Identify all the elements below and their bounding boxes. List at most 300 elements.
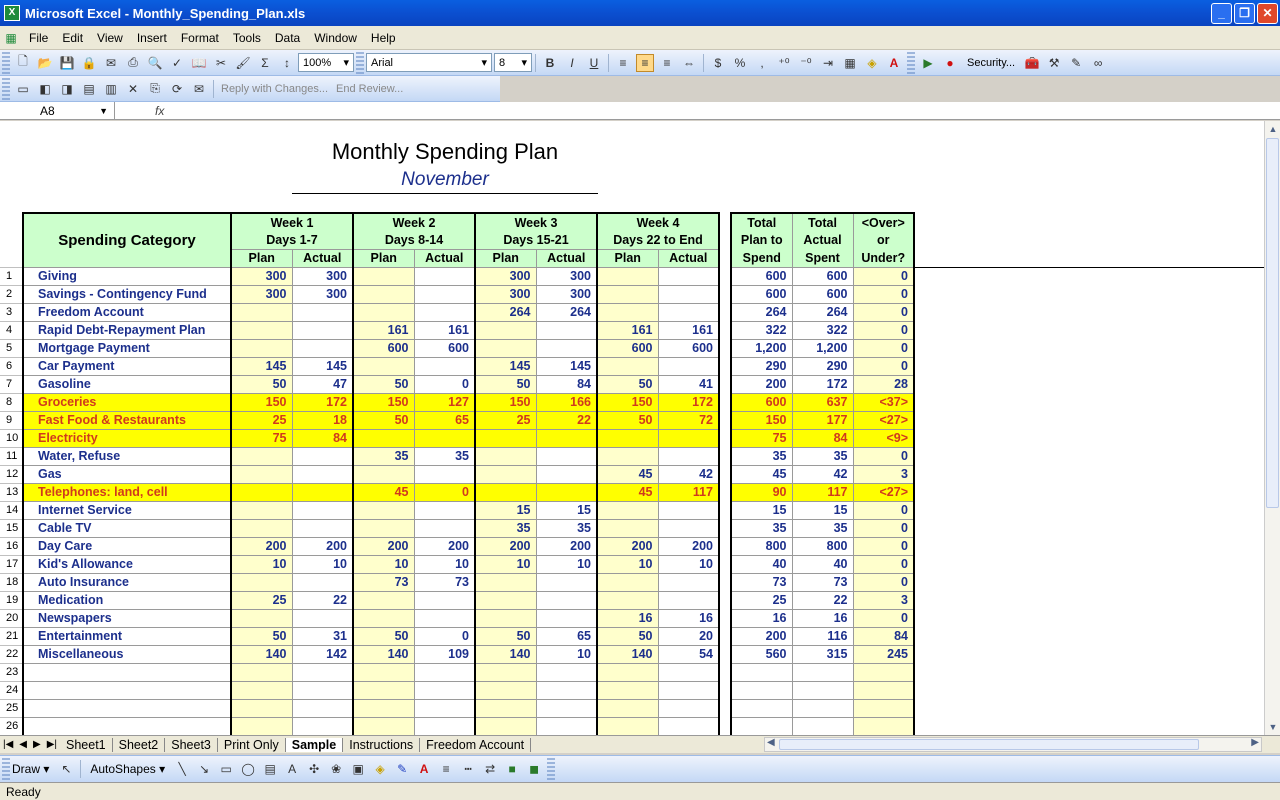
header-plan[interactable]: Plan [475, 249, 536, 267]
toolbar-grip[interactable] [356, 52, 364, 74]
total-plan-cell[interactable]: 200 [731, 627, 792, 645]
autoshapes-menu-button[interactable]: AutoShapes ▾ [90, 762, 166, 776]
over-under-cell[interactable]: 0 [853, 555, 914, 573]
actual-cell[interactable] [414, 519, 475, 537]
actual-cell[interactable]: 31 [292, 627, 353, 645]
actual-cell[interactable]: 109 [414, 645, 475, 663]
plan-cell[interactable]: 200 [475, 537, 536, 555]
total-plan-cell[interactable]: 40 [731, 555, 792, 573]
category-cell[interactable] [23, 699, 231, 717]
over-under-cell[interactable]: 3 [853, 591, 914, 609]
actual-cell[interactable] [414, 699, 475, 717]
category-cell[interactable]: Electricity [23, 429, 231, 447]
indent-icon[interactable]: ⇥ [822, 55, 834, 70]
row-number[interactable]: 5 [0, 339, 23, 357]
row-number[interactable]: 3 [0, 303, 23, 321]
tab-sheet2[interactable]: Sheet2 [113, 738, 166, 752]
format-painter-icon[interactable]: 🖌 [235, 55, 251, 70]
plan-cell[interactable] [597, 519, 658, 537]
category-cell[interactable]: Kid's Allowance [23, 555, 231, 573]
header-week-2[interactable]: Week 2 [353, 213, 475, 231]
header-actual[interactable]: Actual [292, 249, 353, 267]
actual-cell[interactable]: 84 [536, 375, 597, 393]
print-icon[interactable]: ⎙ [128, 55, 138, 69]
plan-cell[interactable] [231, 519, 292, 537]
over-under-cell[interactable] [853, 699, 914, 717]
total-plan-cell[interactable] [731, 681, 792, 699]
total-actual-cell[interactable]: 117 [792, 483, 853, 501]
close-button[interactable]: ✕ [1257, 3, 1278, 24]
plan-cell[interactable]: 35 [475, 519, 536, 537]
spelling-icon[interactable]: ✓ [171, 55, 183, 70]
category-cell[interactable]: Telephones: land, cell [23, 483, 231, 501]
row-number[interactable]: 1 [0, 267, 23, 285]
horizontal-scroll-thumb[interactable] [779, 739, 1199, 750]
actual-cell[interactable] [414, 429, 475, 447]
insert-function-icon[interactable]: fx [155, 103, 165, 118]
row-number[interactable]: 13 [0, 483, 23, 501]
increase-decimal-icon[interactable]: ⁺⁰ [778, 55, 790, 70]
worksheet[interactable] [0, 121, 1264, 735]
plan-cell[interactable] [597, 447, 658, 465]
plan-cell[interactable] [475, 717, 536, 735]
plan-cell[interactable]: 10 [597, 555, 658, 573]
over-under-cell[interactable]: 0 [853, 267, 914, 285]
actual-cell[interactable]: 72 [658, 411, 719, 429]
total-plan-cell[interactable]: 90 [731, 483, 792, 501]
actual-cell[interactable] [414, 285, 475, 303]
plan-cell[interactable] [597, 573, 658, 591]
actual-cell[interactable] [658, 573, 719, 591]
plan-cell[interactable] [475, 483, 536, 501]
actual-cell[interactable] [292, 699, 353, 717]
actual-cell[interactable]: 35 [414, 447, 475, 465]
tab-sheet1[interactable]: Sheet1 [60, 738, 113, 752]
plan-cell[interactable] [475, 699, 536, 717]
total-plan-cell[interactable]: 35 [731, 447, 792, 465]
plan-cell[interactable] [353, 465, 414, 483]
actual-cell[interactable] [536, 591, 597, 609]
total-actual-cell[interactable]: 177 [792, 411, 853, 429]
minimize-button[interactable]: _ [1211, 3, 1232, 24]
plan-cell[interactable]: 50 [353, 375, 414, 393]
over-under-cell[interactable]: 0 [853, 303, 914, 321]
print-preview-icon[interactable]: 🔍 [147, 55, 163, 70]
total-plan-cell[interactable] [731, 699, 792, 717]
percent-icon[interactable]: % [734, 55, 746, 70]
actual-cell[interactable] [536, 465, 597, 483]
actual-cell[interactable] [414, 357, 475, 375]
actual-cell[interactable] [292, 609, 353, 627]
over-under-cell[interactable]: 0 [853, 501, 914, 519]
actual-cell[interactable]: 0 [414, 483, 475, 501]
row-number[interactable]: 2 [0, 285, 23, 303]
plan-cell[interactable]: 50 [475, 375, 536, 393]
total-plan-cell[interactable]: 600 [731, 267, 792, 285]
actual-cell[interactable] [292, 483, 353, 501]
category-cell[interactable]: Gas [23, 465, 231, 483]
total-plan-cell[interactable]: 322 [731, 321, 792, 339]
total-actual-cell[interactable]: 322 [792, 321, 853, 339]
menu-help[interactable]: Help [370, 30, 396, 45]
actual-cell[interactable] [292, 465, 353, 483]
plan-cell[interactable]: 50 [475, 627, 536, 645]
actual-cell[interactable]: 10 [414, 555, 475, 573]
plan-cell[interactable] [353, 267, 414, 285]
total-plan-cell[interactable]: 290 [731, 357, 792, 375]
plan-cell[interactable]: 600 [353, 339, 414, 357]
category-cell[interactable]: Car Payment [23, 357, 231, 375]
total-plan-cell[interactable]: 1,200 [731, 339, 792, 357]
category-cell[interactable] [23, 663, 231, 681]
category-cell[interactable]: Medication [23, 591, 231, 609]
merge-center-icon[interactable]: ⇔ [683, 55, 695, 70]
first-sheet-icon[interactable]: |◀ [3, 739, 14, 750]
menu-data[interactable]: Data [274, 30, 301, 45]
actual-cell[interactable]: 117 [658, 483, 719, 501]
plan-cell[interactable]: 200 [231, 537, 292, 555]
actual-cell[interactable]: 84 [292, 429, 353, 447]
total-plan-cell[interactable]: 45 [731, 465, 792, 483]
actual-cell[interactable]: 300 [292, 267, 353, 285]
actual-cell[interactable] [658, 663, 719, 681]
actual-cell[interactable]: 10 [536, 555, 597, 573]
actual-cell[interactable] [536, 699, 597, 717]
actual-cell[interactable]: 65 [536, 627, 597, 645]
actual-cell[interactable]: 22 [292, 591, 353, 609]
plan-cell[interactable]: 16 [597, 609, 658, 627]
security-button[interactable]: Security... [967, 56, 1016, 69]
header-total-plan-2[interactable]: Plan to [731, 231, 792, 249]
total-plan-cell[interactable]: 15 [731, 501, 792, 519]
plan-cell[interactable]: 45 [353, 483, 414, 501]
category-cell[interactable]: Cable TV [23, 519, 231, 537]
actual-cell[interactable]: 41 [658, 375, 719, 393]
plan-cell[interactable]: 25 [475, 411, 536, 429]
plan-cell[interactable] [231, 321, 292, 339]
workbook-icon[interactable]: ▦ [5, 30, 17, 45]
category-cell[interactable]: Water, Refuse [23, 447, 231, 465]
total-actual-cell[interactable]: 116 [792, 627, 853, 645]
row-number[interactable]: 10 [0, 429, 23, 447]
actual-cell[interactable] [414, 465, 475, 483]
actual-cell[interactable]: 264 [536, 303, 597, 321]
plan-cell[interactable] [597, 285, 658, 303]
plan-cell[interactable]: 45 [597, 465, 658, 483]
plan-cell[interactable]: 10 [475, 555, 536, 573]
plan-cell[interactable] [231, 609, 292, 627]
actual-cell[interactable]: 142 [292, 645, 353, 663]
over-under-cell[interactable]: 0 [853, 339, 914, 357]
over-under-cell[interactable]: 245 [853, 645, 914, 663]
menu-tools[interactable]: Tools [232, 30, 261, 45]
actual-cell[interactable] [658, 717, 719, 735]
plan-cell[interactable] [597, 699, 658, 717]
text-box-icon[interactable]: ▤ [264, 762, 276, 776]
plan-cell[interactable]: 600 [597, 339, 658, 357]
actual-cell[interactable] [658, 267, 719, 285]
plan-cell[interactable]: 50 [231, 627, 292, 645]
category-cell[interactable] [23, 681, 231, 699]
row-number[interactable]: 4 [0, 321, 23, 339]
row-number[interactable]: 17 [0, 555, 23, 573]
plan-cell[interactable] [597, 501, 658, 519]
over-under-cell[interactable]: 0 [853, 573, 914, 591]
total-actual-cell[interactable]: 172 [792, 375, 853, 393]
actual-cell[interactable]: 166 [536, 393, 597, 411]
plan-cell[interactable] [597, 267, 658, 285]
actual-cell[interactable]: 15 [536, 501, 597, 519]
dash-style-icon[interactable]: ┅ [464, 762, 472, 776]
vertical-scroll-thumb[interactable] [1266, 138, 1279, 508]
track-changes-icon[interactable]: ⎘ [150, 81, 160, 95]
plan-cell[interactable] [597, 429, 658, 447]
over-under-cell[interactable]: 0 [853, 285, 914, 303]
plan-cell[interactable] [597, 681, 658, 699]
plan-cell[interactable]: 35 [353, 447, 414, 465]
plan-cell[interactable] [353, 609, 414, 627]
plan-cell[interactable] [353, 681, 414, 699]
end-review-button[interactable]: End Review... [336, 82, 404, 95]
plan-cell[interactable]: 300 [475, 267, 536, 285]
arrow-icon[interactable]: ↘ [199, 762, 210, 776]
plan-cell[interactable] [475, 573, 536, 591]
total-plan-cell[interactable]: 264 [731, 303, 792, 321]
total-plan-cell[interactable]: 200 [731, 375, 792, 393]
plan-cell[interactable] [475, 447, 536, 465]
plan-cell[interactable]: 300 [475, 285, 536, 303]
row-number[interactable]: 19 [0, 591, 23, 609]
actual-cell[interactable]: 600 [414, 339, 475, 357]
plan-cell[interactable]: 50 [597, 627, 658, 645]
actual-cell[interactable]: 20 [658, 627, 719, 645]
over-under-cell[interactable]: 0 [853, 519, 914, 537]
sort-ascending-icon[interactable]: ↕ [284, 55, 290, 70]
total-plan-cell[interactable]: 800 [731, 537, 792, 555]
plan-cell[interactable]: 10 [231, 555, 292, 573]
plan-cell[interactable]: 200 [353, 537, 414, 555]
over-under-cell[interactable]: 28 [853, 375, 914, 393]
actual-cell[interactable] [658, 429, 719, 447]
total-actual-cell[interactable]: 84 [792, 429, 853, 447]
header-over-under-2[interactable]: or [853, 231, 914, 249]
plan-cell[interactable]: 73 [353, 573, 414, 591]
actual-cell[interactable] [292, 339, 353, 357]
actual-cell[interactable] [292, 321, 353, 339]
actual-cell[interactable] [414, 501, 475, 519]
menu-insert[interactable]: Insert [136, 30, 167, 45]
actual-cell[interactable]: 0 [414, 375, 475, 393]
header-plan[interactable]: Plan [231, 249, 292, 267]
plan-cell[interactable] [231, 501, 292, 519]
category-cell[interactable]: Giving [23, 267, 231, 285]
header-spending-category[interactable]: Spending Category [23, 213, 231, 267]
show-all-comments-icon[interactable]: ▥ [105, 81, 117, 96]
category-cell[interactable]: Miscellaneous [23, 645, 231, 663]
picture-icon[interactable]: ▣ [352, 762, 364, 776]
row-number[interactable]: 18 [0, 573, 23, 591]
category-cell[interactable]: Groceries [23, 393, 231, 411]
plan-cell[interactable]: 200 [597, 537, 658, 555]
fill-color-icon[interactable]: ◈ [867, 55, 877, 70]
plan-cell[interactable] [231, 339, 292, 357]
line-icon[interactable]: ╲ [178, 762, 186, 776]
new-icon[interactable]: 🗋 [18, 54, 28, 68]
plan-cell[interactable] [231, 663, 292, 681]
actual-cell[interactable]: 161 [414, 321, 475, 339]
actual-cell[interactable]: 600 [658, 339, 719, 357]
line-style-icon[interactable]: ≡ [442, 762, 450, 776]
plan-cell[interactable] [475, 429, 536, 447]
font-name-select[interactable]: Arial ▾ [366, 53, 492, 72]
diagram-icon[interactable]: ✣ [309, 762, 320, 776]
over-under-cell[interactable]: <27> [853, 411, 914, 429]
header-week-4[interactable]: Week 4 [597, 213, 719, 231]
autosum-icon[interactable]: Σ [261, 55, 269, 70]
over-under-cell[interactable] [853, 717, 914, 735]
font-color-icon[interactable]: A [889, 55, 899, 70]
horizontal-scrollbar[interactable] [764, 737, 1262, 752]
header-actual[interactable]: Actual [658, 249, 719, 267]
actual-cell[interactable] [658, 591, 719, 609]
total-plan-cell[interactable]: 75 [731, 429, 792, 447]
prev-sheet-icon[interactable]: ◀ [19, 739, 27, 750]
rectangle-icon[interactable]: ▭ [220, 762, 232, 776]
underline-icon[interactable]: U [589, 55, 599, 70]
total-plan-cell[interactable]: 600 [731, 285, 792, 303]
actual-cell[interactable] [658, 357, 719, 375]
row-number[interactable]: 9 [0, 411, 23, 429]
row-number[interactable]: 7 [0, 375, 23, 393]
plan-cell[interactable]: 140 [597, 645, 658, 663]
research-icon[interactable]: 📖 [191, 55, 207, 70]
total-plan-cell[interactable] [731, 663, 792, 681]
plan-cell[interactable] [353, 663, 414, 681]
wordart-icon[interactable]: A [288, 762, 297, 776]
total-actual-cell[interactable]: 73 [792, 573, 853, 591]
over-under-cell[interactable]: 84 [853, 627, 914, 645]
total-actual-cell[interactable]: 22 [792, 591, 853, 609]
plan-cell[interactable] [353, 699, 414, 717]
menu-edit[interactable]: Edit [62, 30, 84, 45]
menu-format[interactable]: Format [180, 30, 219, 45]
over-under-cell[interactable]: 0 [853, 609, 914, 627]
plan-cell[interactable]: 50 [353, 411, 414, 429]
plan-cell[interactable] [231, 699, 292, 717]
plan-cell[interactable] [475, 339, 536, 357]
links-icon[interactable]: ∞ [1093, 55, 1103, 70]
actual-cell[interactable] [658, 681, 719, 699]
total-plan-cell[interactable]: 25 [731, 591, 792, 609]
header-week-1-days[interactable]: Days 1-7 [231, 231, 353, 249]
actual-cell[interactable]: 127 [414, 393, 475, 411]
total-actual-cell[interactable]: 290 [792, 357, 853, 375]
plan-cell[interactable] [231, 303, 292, 321]
total-plan-cell[interactable]: 560 [731, 645, 792, 663]
actual-cell[interactable]: 47 [292, 375, 353, 393]
actual-cell[interactable]: 145 [292, 357, 353, 375]
plan-cell[interactable] [597, 303, 658, 321]
permission-icon[interactable]: 🔒 [81, 55, 97, 70]
category-cell[interactable]: Rapid Debt-Repayment Plan [23, 321, 231, 339]
actual-cell[interactable] [658, 285, 719, 303]
tab-instructions[interactable]: Instructions [343, 738, 420, 752]
actual-cell[interactable] [292, 681, 353, 699]
header-total-actual[interactable]: Total [792, 213, 853, 231]
plan-cell[interactable]: 145 [475, 357, 536, 375]
plan-cell[interactable] [231, 573, 292, 591]
3d-icon[interactable]: ◼ [529, 762, 540, 776]
tab-freedom-account[interactable]: Freedom Account [420, 738, 531, 752]
toolbox-icon[interactable]: 🧰 [1024, 55, 1040, 70]
maximize-button[interactable]: ❐ [1234, 3, 1255, 24]
actual-cell[interactable]: 161 [658, 321, 719, 339]
total-actual-cell[interactable]: 637 [792, 393, 853, 411]
over-under-cell[interactable]: <9> [853, 429, 914, 447]
plan-cell[interactable] [353, 717, 414, 735]
row-number[interactable]: 25 [0, 699, 23, 717]
actual-cell[interactable]: 10 [292, 555, 353, 573]
italic-icon[interactable]: I [570, 55, 574, 70]
category-cell[interactable]: Fast Food & Restaurants [23, 411, 231, 429]
plan-cell[interactable]: 75 [231, 429, 292, 447]
actual-cell[interactable] [414, 663, 475, 681]
row-number[interactable]: 12 [0, 465, 23, 483]
category-cell[interactable]: Gasoline [23, 375, 231, 393]
toolbar-grip[interactable] [2, 52, 10, 74]
actual-cell[interactable] [536, 573, 597, 591]
over-under-cell[interactable]: 0 [853, 537, 914, 555]
plan-cell[interactable]: 50 [597, 375, 658, 393]
over-under-cell[interactable]: 3 [853, 465, 914, 483]
plan-cell[interactable] [353, 285, 414, 303]
scroll-down-icon[interactable]: ▼ [1268, 722, 1278, 732]
category-cell[interactable]: Entertainment [23, 627, 231, 645]
category-cell[interactable]: Newspapers [23, 609, 231, 627]
font-color-icon[interactable]: A [419, 762, 429, 776]
row-number[interactable]: 24 [0, 681, 23, 699]
line-color-icon[interactable]: ✎ [397, 762, 408, 776]
over-under-cell[interactable]: <37> [853, 393, 914, 411]
category-cell[interactable]: Freedom Account [23, 303, 231, 321]
header-total-actual-3[interactable]: Spent [792, 249, 853, 267]
plan-cell[interactable] [231, 465, 292, 483]
plan-cell[interactable] [597, 357, 658, 375]
over-under-cell[interactable] [853, 681, 914, 699]
actual-cell[interactable]: 22 [536, 411, 597, 429]
total-plan-cell[interactable]: 73 [731, 573, 792, 591]
row-number[interactable]: 26 [0, 717, 23, 735]
toolbar-grip[interactable] [547, 758, 555, 780]
plan-cell[interactable] [231, 717, 292, 735]
tab-sheet3[interactable]: Sheet3 [165, 738, 218, 752]
plan-cell[interactable]: 15 [475, 501, 536, 519]
menu-file[interactable]: File [29, 30, 49, 45]
over-under-cell[interactable] [853, 663, 914, 681]
decrease-decimal-icon[interactable]: ⁻⁰ [800, 55, 812, 70]
excel-app-icon[interactable]: X [4, 5, 20, 21]
actual-cell[interactable] [536, 483, 597, 501]
total-plan-cell[interactable] [731, 717, 792, 735]
tab-print-only[interactable]: Print Only [218, 738, 286, 752]
actual-cell[interactable] [292, 447, 353, 465]
total-actual-cell[interactable]: 15 [792, 501, 853, 519]
plan-cell[interactable] [231, 483, 292, 501]
actual-cell[interactable]: 145 [536, 357, 597, 375]
header-week-2-days[interactable]: Days 8-14 [353, 231, 475, 249]
actual-cell[interactable]: 10 [658, 555, 719, 573]
over-under-cell[interactable]: <27> [853, 483, 914, 501]
